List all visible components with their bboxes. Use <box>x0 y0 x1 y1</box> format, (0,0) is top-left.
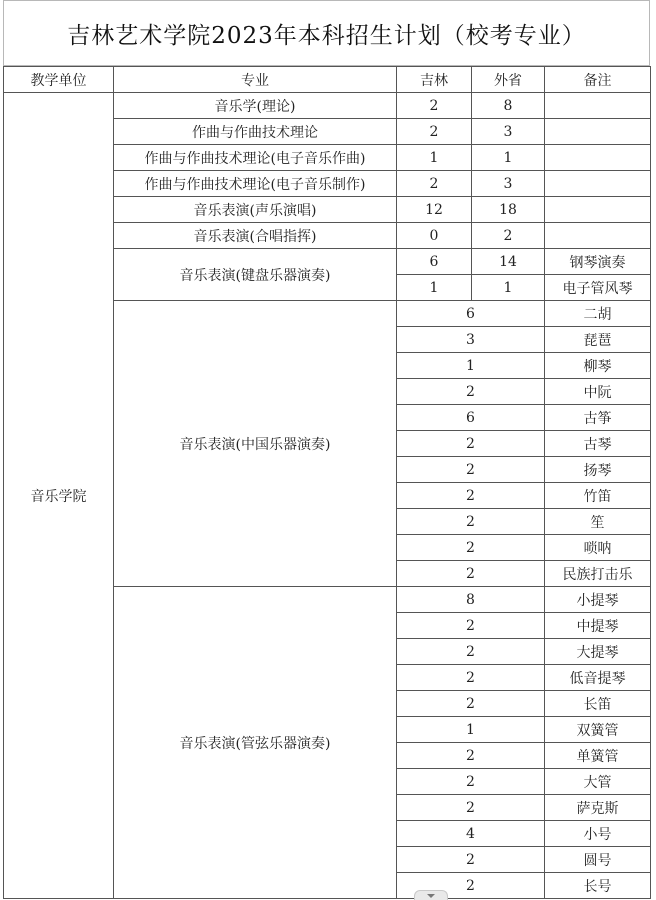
combined-quota-cell: 8 <box>397 587 545 613</box>
major-cell: 作曲与作曲技术理论(电子音乐制作) <box>114 171 397 197</box>
major-cell: 音乐表演(管弦乐器演奏) <box>114 587 397 899</box>
jilin-quota-cell: 6 <box>397 249 472 275</box>
major-cell: 音乐表演(合唱指挥) <box>114 223 397 249</box>
note-cell: 扬琴 <box>545 457 651 483</box>
jilin-quota-cell: 0 <box>397 223 472 249</box>
combined-quota-cell: 1 <box>397 717 545 743</box>
combined-quota-cell: 6 <box>397 405 545 431</box>
note-cell: 民族打击乐 <box>545 561 651 587</box>
note-cell <box>545 223 651 249</box>
jilin-quota-cell: 12 <box>397 197 472 223</box>
note-cell: 柳琴 <box>545 353 651 379</box>
note-cell: 单簧管 <box>545 743 651 769</box>
combined-quota-cell: 4 <box>397 821 545 847</box>
note-cell: 大管 <box>545 769 651 795</box>
combined-quota-cell: 2 <box>397 873 545 899</box>
note-cell: 圆号 <box>545 847 651 873</box>
chevron-down-icon <box>427 894 435 898</box>
major-cell: 作曲与作曲技术理论(电子音乐作曲) <box>114 145 397 171</box>
combined-quota-cell: 2 <box>397 509 545 535</box>
note-cell: 小号 <box>545 821 651 847</box>
other-province-quota-cell: 1 <box>472 145 545 171</box>
note-cell: 古筝 <box>545 405 651 431</box>
major-cell: 音乐学(理论) <box>114 93 397 119</box>
header-other-provinces: 外省 <box>472 67 545 93</box>
page-title: 吉林艺术学院2023年本科招生计划（校考专业） <box>3 0 650 66</box>
jilin-quota-cell: 2 <box>397 171 472 197</box>
header-note: 备注 <box>545 67 651 93</box>
combined-quota-cell: 2 <box>397 561 545 587</box>
combined-quota-cell: 3 <box>397 327 545 353</box>
jilin-quota-cell: 2 <box>397 93 472 119</box>
note-cell: 古琴 <box>545 431 651 457</box>
teaching-unit-cell: 音乐学院 <box>4 93 114 899</box>
combined-quota-cell: 2 <box>397 769 545 795</box>
other-province-quota-cell: 1 <box>472 275 545 301</box>
combined-quota-cell: 2 <box>397 535 545 561</box>
combined-quota-cell: 2 <box>397 847 545 873</box>
note-cell: 中提琴 <box>545 613 651 639</box>
note-cell: 萨克斯 <box>545 795 651 821</box>
note-cell <box>545 171 651 197</box>
combined-quota-cell: 2 <box>397 665 545 691</box>
note-cell: 琵琶 <box>545 327 651 353</box>
note-cell: 长笛 <box>545 691 651 717</box>
combined-quota-cell: 2 <box>397 639 545 665</box>
jilin-quota-cell: 1 <box>397 145 472 171</box>
other-province-quota-cell: 14 <box>472 249 545 275</box>
combined-quota-cell: 1 <box>397 353 545 379</box>
table-header-row <box>4 67 651 93</box>
note-cell: 唢呐 <box>545 535 651 561</box>
combined-quota-cell: 2 <box>397 795 545 821</box>
major-cell: 音乐表演(中国乐器演奏) <box>114 301 397 587</box>
note-cell: 双簧管 <box>545 717 651 743</box>
note-cell: 中阮 <box>545 379 651 405</box>
note-cell: 长号 <box>545 873 651 899</box>
combined-quota-cell: 2 <box>397 483 545 509</box>
combined-quota-cell: 2 <box>397 691 545 717</box>
combined-quota-cell: 2 <box>397 613 545 639</box>
combined-quota-cell: 2 <box>397 379 545 405</box>
note-cell <box>545 93 651 119</box>
major-cell: 作曲与作曲技术理论 <box>114 119 397 145</box>
note-cell: 二胡 <box>545 301 651 327</box>
note-cell: 电子管风琴 <box>545 275 651 301</box>
note-cell: 笙 <box>545 509 651 535</box>
combined-quota-cell: 2 <box>397 743 545 769</box>
other-province-quota-cell: 8 <box>472 93 545 119</box>
note-cell <box>545 119 651 145</box>
enrollment-plan-table <box>3 66 651 899</box>
other-province-quota-cell: 3 <box>472 119 545 145</box>
combined-quota-cell: 6 <box>397 301 545 327</box>
jilin-quota-cell: 1 <box>397 275 472 301</box>
jilin-quota-cell: 2 <box>397 119 472 145</box>
header-major: 专业 <box>114 67 397 93</box>
note-cell: 竹笛 <box>545 483 651 509</box>
scroll-down-handle[interactable] <box>414 890 448 900</box>
note-cell: 低音提琴 <box>545 665 651 691</box>
note-cell <box>545 145 651 171</box>
note-cell: 钢琴演奏 <box>545 249 651 275</box>
combined-quota-cell: 2 <box>397 431 545 457</box>
major-cell: 音乐表演(键盘乐器演奏) <box>114 249 397 301</box>
header-jilin: 吉林 <box>397 67 472 93</box>
other-province-quota-cell: 2 <box>472 223 545 249</box>
other-province-quota-cell: 3 <box>472 171 545 197</box>
note-cell: 大提琴 <box>545 639 651 665</box>
combined-quota-cell: 2 <box>397 457 545 483</box>
other-province-quota-cell: 18 <box>472 197 545 223</box>
note-cell: 小提琴 <box>545 587 651 613</box>
table-row <box>4 93 651 119</box>
note-cell <box>545 197 651 223</box>
header-unit: 教学单位 <box>4 67 114 93</box>
major-cell: 音乐表演(声乐演唱) <box>114 197 397 223</box>
